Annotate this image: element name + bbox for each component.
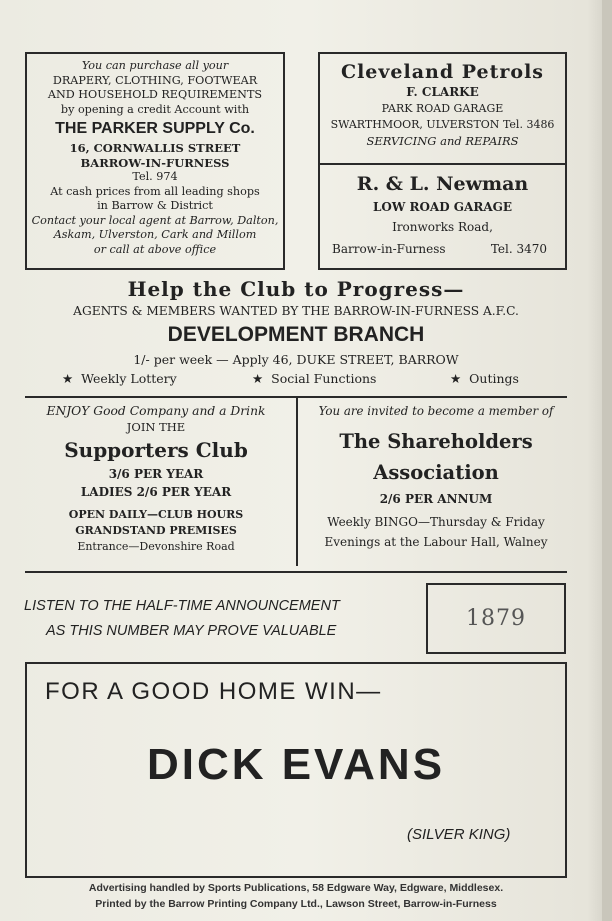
cleveland-tel: Tel. 3486 bbox=[502, 118, 555, 131]
development-item-outings: ★ Outings bbox=[450, 371, 519, 386]
newman-garage: LOW ROAD GARAGE bbox=[372, 200, 513, 214]
development-apply: 1/- per week — Apply 46, DUKE STREET, BARROW bbox=[133, 352, 459, 367]
footer-advertising: Advertising handled by Sports Publications, 58 Edgware Way, Edgware, Middlesex. bbox=[88, 882, 504, 894]
supporters-join: JOIN THE bbox=[126, 420, 186, 434]
parker-street: 16, CORNWALLIS STREET bbox=[69, 141, 241, 155]
development-items bbox=[62, 370, 552, 388]
shareholders-name-2: Association bbox=[373, 461, 499, 484]
shareholders-invite: You are invited to become a member of bbox=[318, 404, 554, 418]
development-branch-ad bbox=[20, 276, 572, 369]
cleveland-address: SWARTHMOOR, ULVERSTON bbox=[330, 118, 500, 131]
parker-intro: You can purchase all your bbox=[81, 59, 229, 72]
development-branch-title: DEVELOPMENT BRANCH bbox=[167, 323, 425, 346]
newman-road: Ironworks Road, bbox=[392, 220, 493, 234]
shareholders-fee: 2/6 PER ANNUM bbox=[379, 492, 493, 506]
announcement-line-1: LISTEN TO THE HALF-TIME ANNOUNCEMENT bbox=[24, 598, 340, 614]
dick-evans-alias: (SILVER KING) bbox=[407, 826, 511, 843]
garages-divider bbox=[320, 163, 565, 165]
parker-supply-ad bbox=[25, 52, 285, 270]
parker-line-credit: by opening a credit Account with bbox=[60, 102, 250, 116]
clubs-middle-rule bbox=[296, 396, 298, 566]
footer bbox=[20, 880, 572, 912]
dick-evans-name: DICK EVANS bbox=[146, 740, 446, 789]
newman-town: Barrow-in-Furness bbox=[332, 242, 446, 256]
development-item-social-label: Social Functions bbox=[271, 371, 377, 386]
lucky-number: 1879 bbox=[466, 606, 526, 631]
cleveland-address-row bbox=[320, 117, 565, 133]
dick-evans-slogan: FOR A GOOD HOME WIN— bbox=[45, 678, 382, 705]
supporters-open: OPEN DAILY—CLUB HOURS bbox=[68, 508, 244, 521]
cleveland-garage: PARK ROAD GARAGE bbox=[381, 102, 504, 115]
parker-line-household: AND HOUSEHOLD REQUIREMENTS bbox=[47, 88, 263, 101]
development-item-social: ★ Social Functions bbox=[252, 371, 377, 386]
parker-agent-line-1: Contact your local agent at Barrow, Dalton, bbox=[31, 213, 279, 227]
cleveland-owner: F. CLARKE bbox=[406, 85, 479, 99]
parker-tel: Tel. 974 bbox=[132, 170, 178, 183]
supporters-name: Supporters Club bbox=[64, 438, 248, 462]
announcement-line-2: AS THIS NUMBER MAY PROVE VALUABLE bbox=[46, 623, 337, 639]
newman-town-row bbox=[332, 240, 557, 258]
shareholders-bingo: Weekly BINGO—Thursday & Friday bbox=[327, 515, 545, 529]
lucky-number-box bbox=[426, 583, 566, 654]
parker-cash-prices: At cash prices from all leading shops bbox=[50, 184, 260, 198]
parker-district: in Barrow & District bbox=[97, 199, 213, 212]
development-item-outings-label: Outings bbox=[469, 371, 519, 386]
supporters-ladies-fee: LADIES 2/6 PER YEAR bbox=[80, 485, 232, 499]
shareholders-name-1: The Shareholders bbox=[339, 430, 533, 453]
dick-evans-ad bbox=[25, 662, 567, 878]
development-agents: AGENTS & MEMBERS WANTED BY THE BARROW-IN-FURNESS A.F.C. bbox=[73, 304, 519, 318]
newman-title: R. & L. Newman bbox=[356, 173, 529, 195]
page-edge bbox=[602, 0, 612, 921]
footer-printer: Printed by the Barrow Printing Company Ltd., Lawson Street, Barrow-in-Furness bbox=[95, 898, 497, 910]
supporters-fee: 3/6 PER YEAR bbox=[108, 467, 204, 481]
parker-agent-line-3: or call at above office bbox=[93, 242, 217, 256]
supporters-entrance: Entrance—Devonshire Road bbox=[77, 540, 235, 553]
shareholders-ad bbox=[300, 402, 572, 552]
supporters-enjoy: ENJOY Good Company and a Drink bbox=[46, 404, 266, 418]
development-item-lottery: ★ Weekly Lottery bbox=[62, 371, 177, 386]
parker-company-name: THE PARKER SUPPLY Co. bbox=[55, 120, 255, 137]
newman-tel: Tel. 3470 bbox=[490, 242, 547, 256]
clubs-bottom-rule bbox=[25, 571, 567, 573]
shareholders-evenings: Evenings at the Labour Hall, Walney bbox=[324, 535, 548, 549]
garages-ad bbox=[318, 52, 567, 270]
supporters-club-ad bbox=[22, 402, 290, 555]
development-item-lottery-label: Weekly Lottery bbox=[81, 371, 177, 386]
cleveland-services: SERVICING and REPAIRS bbox=[366, 134, 519, 148]
parker-agent-line-2: Askam, Ulverston, Cark and Millom bbox=[53, 228, 257, 241]
cleveland-title: Cleveland Petrols bbox=[340, 61, 545, 83]
announcement-text bbox=[24, 594, 424, 644]
parker-line-drapery: DRAPERY, CLOTHING, FOOTWEAR bbox=[52, 73, 258, 87]
parker-town: BARROW-IN-FURNESS bbox=[80, 155, 230, 170]
development-headline: Help the Club to Progress— bbox=[127, 277, 465, 301]
supporters-premises: GRANDSTAND PREMISES bbox=[75, 524, 237, 537]
